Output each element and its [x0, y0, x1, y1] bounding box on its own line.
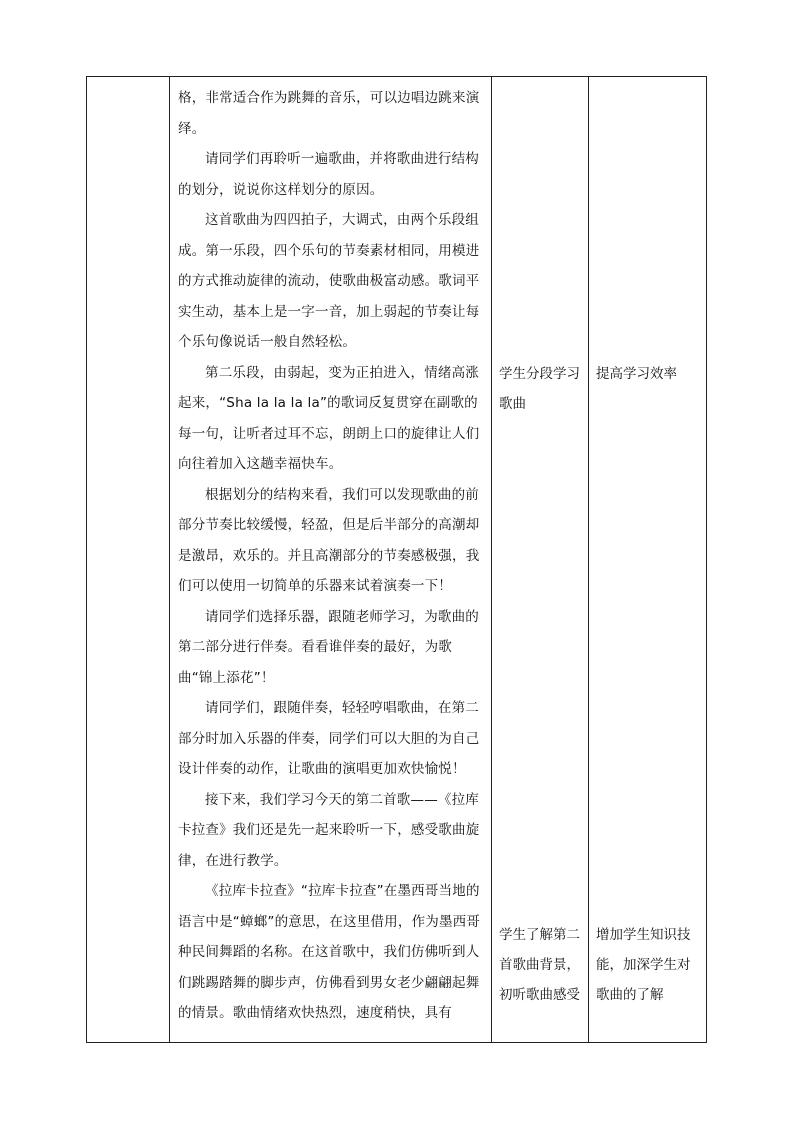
- lesson-plan-table: [86, 76, 707, 1043]
- design-intent: 提高学习效率: [596, 366, 677, 382]
- student-activity: 学生分段学习歌曲: [499, 366, 580, 412]
- column-divider: [588, 77, 589, 1042]
- paragraph: 请同学们选择乐器，跟随老师学习，为歌曲的第二部分进行伴奏。看看谁伴奏的最好，为歌曲“锦上添花”！: [178, 608, 479, 686]
- column-divider: [491, 77, 492, 1042]
- paragraph: 根据划分的结构来看，我们可以发现歌曲的前部分节奏比较缓慢，轻盈，但是后半部分的高潮却是激昂，欢乐的。并且高潮部分的节奏感极强，我们可以使用一切简单的乐器来试着演奏一下！: [178, 486, 480, 594]
- paragraph: 格，非常适合作为跳舞的音乐，可以边唱边跳来演绎。: [178, 90, 480, 137]
- teaching-process-cell: [170, 77, 491, 1029]
- paragraph: 第二乐段，由弱起，变为正拍进入，情绪高涨起来，“Sha la la la la”的歌词反复贯穿在副歌的每一句，让听者过耳不忘，朗朗上口的旋律让人们向往着加入这趟幸福快车。: [178, 364, 480, 472]
- design-intent: 增加学生知识技能，加深学生对歌曲的了解: [596, 927, 691, 1003]
- paragraph: 接下来，我们学习今天的第二首歌——《拉库卡拉查》我们还是先一起来聆听一下，感受歌曲旋律，在进行教学。: [178, 791, 480, 869]
- paragraph: 请同学们再聆听一遍歌曲，并将歌曲进行结构的划分，说说你这样划分的原因。: [178, 151, 479, 198]
- paragraph: 这首歌曲为四四拍子，大调式，由两个乐段组成。第一乐段，四个乐句的节奏素材相同，用模进的方式推动旋律的流动，使歌曲极富动感。歌词平实生动，基本上是一字一音，加上弱起的节奏让每个乐句像说话一般自然轻松。: [178, 212, 480, 350]
- student-activity: 学生了解第二首歌曲背景，初听歌曲感受: [499, 927, 580, 1003]
- paragraph: 请同学们，跟随伴奏，轻轻哼唱歌曲，在第二部分时加入乐器的伴奏，同学们可以大胆的为自己设计伴奏的动作，让歌曲的演唱更加欢快愉悦！: [178, 700, 480, 777]
- paragraph: 《拉库卡拉查》“拉库卡拉查”在墨西哥当地的语言中是“蟑螂”的意思，在这里借用，作为墨西哥种民间舞蹈的名称。在这首歌中，我们仿佛听到人们跳踢踏舞的脚步声，仿佛看到男女老少翩翩起舞的情景。歌曲情绪欢快热烈，速度稍快，具有: [178, 883, 481, 1021]
